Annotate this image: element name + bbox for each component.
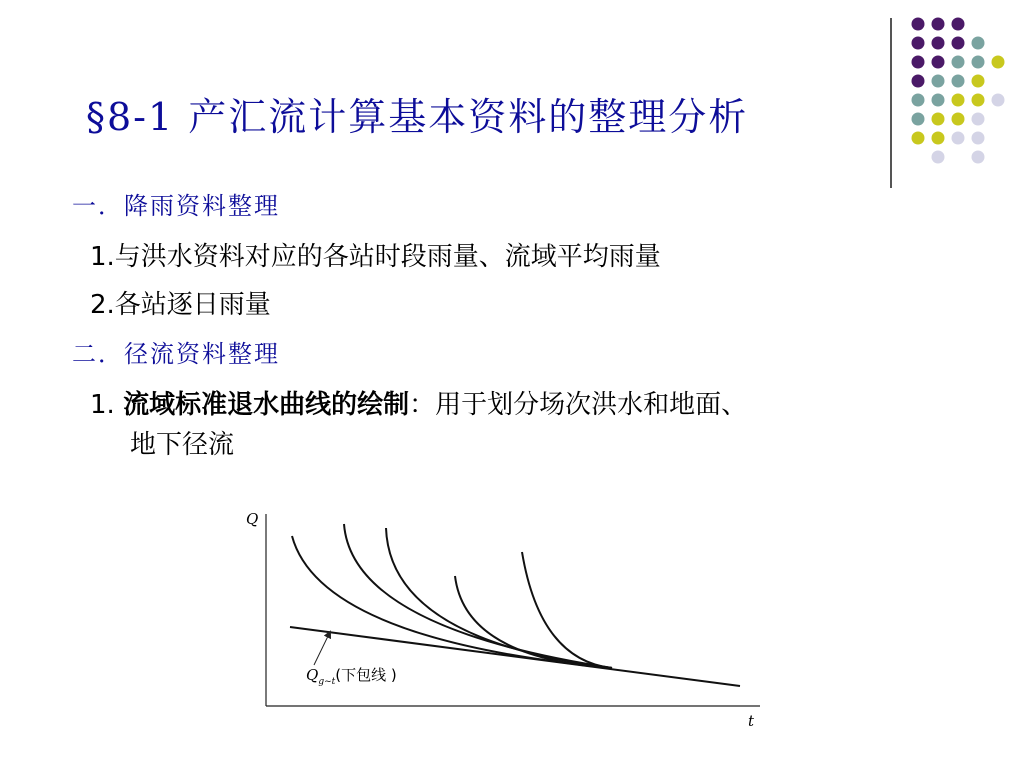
section2-item-number: 1. <box>90 390 124 420</box>
x-axis-label: t <box>748 712 755 730</box>
section2-item-bold: 流域标准退水曲线的绘制 <box>123 390 410 420</box>
envelope-label-sub: g~t <box>318 677 336 687</box>
envelope-label-text: (下包线 ) <box>335 666 397 684</box>
section1-item-2: 2.各站逐日雨量 <box>90 290 271 320</box>
section2-item-rest: ：用于划分场次洪水和地面、 <box>409 390 748 420</box>
slide-title: §8-1 产汇流计算基本资料的整理分析 <box>86 95 749 139</box>
section1-item-1: 1.与洪水资料对应的各站时段雨量、流域平均雨量 <box>90 242 661 272</box>
y-axis-label: Q <box>246 510 259 528</box>
envelope-label-q: Q <box>306 666 319 684</box>
recession-curve-figure <box>240 500 780 740</box>
envelope-label-arrow <box>314 632 330 665</box>
section2-item-1 <box>90 384 747 421</box>
recession-curve-4 <box>455 576 612 668</box>
recession-curve-3 <box>386 528 612 668</box>
section1-heading: 一．降雨资料整理 <box>72 192 280 220</box>
section2-item-1-continued: 地下径流 <box>130 430 235 460</box>
decorative-dot-grid <box>0 0 1024 200</box>
envelope-label <box>306 666 397 687</box>
section2-heading: 二．径流资料整理 <box>72 340 280 368</box>
recession-curve-2 <box>344 524 612 668</box>
recession-curve-5 <box>522 552 612 668</box>
